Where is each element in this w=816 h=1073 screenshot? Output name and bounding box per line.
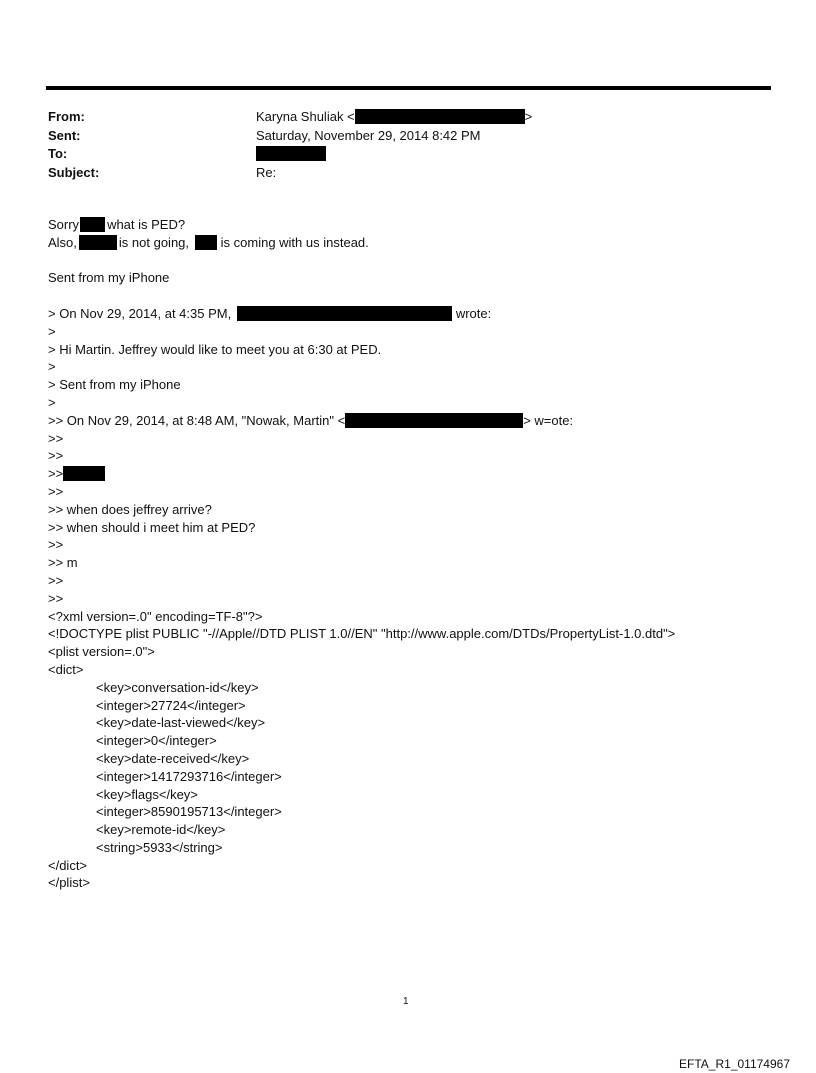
- sent-row: [48, 127, 748, 146]
- redaction-block: [237, 306, 452, 321]
- page-number: 1: [403, 996, 409, 1007]
- from-label: From:: [48, 109, 85, 124]
- document-id: EFTA_R1_01174967: [679, 1057, 790, 1071]
- plist-line: <!DOCTYPE plist PUBLIC "-//Apple//DTD PLIST 1.0//EN" "http://www.apple.com/DTDs/PropertyList-1.0.dtd">: [48, 626, 676, 642]
- sender-name: Karyna Shuliak <: [256, 109, 355, 124]
- text-segment: is not going,: [118, 234, 190, 250]
- plist-entry: <integer>1417293716</integer>: [96, 768, 282, 784]
- message-line: [48, 234, 675, 252]
- plist-entry: <integer>0</integer>: [96, 733, 217, 749]
- spacer: [48, 252, 675, 270]
- quoted-line: >>: [48, 572, 64, 588]
- message-line: [48, 216, 675, 234]
- redaction-block: [355, 109, 525, 124]
- from-value-end: >: [524, 109, 533, 124]
- quoted-line: >>: [48, 537, 64, 553]
- subject-row: [48, 164, 748, 183]
- plist-entry: <key>conversation-id</key>: [96, 679, 259, 695]
- quoted-line: >>: [48, 483, 64, 499]
- plist-entry: <key>remote-id</key>: [96, 822, 226, 838]
- plist-line: </dict>: [48, 857, 88, 873]
- plist-entry: <key>date-received</key>: [96, 750, 250, 766]
- text-segment: >>: [48, 466, 64, 482]
- quoted-line: >: [48, 323, 56, 339]
- quoted-line: [48, 412, 675, 430]
- plist-entry: <key>date-last-viewed</key>: [96, 715, 266, 731]
- quoted-line: > Hi Martin. Jeffrey would like to meet you at 6:30 at PED.: [48, 341, 382, 357]
- email-header: [48, 108, 748, 182]
- from-row: [48, 108, 748, 127]
- signature-line: Sent from my iPhone: [48, 270, 170, 286]
- text-segment: is coming with us instead.: [220, 234, 369, 250]
- quoted-line: >> when should i meet him at PED?: [48, 519, 256, 535]
- text-segment: > On Nov 29, 2014, at 4:35 PM,: [48, 305, 232, 321]
- plist-entry: <integer>8590195713</integer>: [96, 804, 282, 820]
- text-segment: Also,: [48, 234, 77, 250]
- text-segment: >> On Nov 29, 2014, at 8:48 AM, "Nowak, Martin" <: [48, 412, 346, 428]
- redaction-block: [345, 413, 523, 428]
- redaction-block: [79, 235, 117, 250]
- text-segment: > w=ote:: [523, 412, 574, 428]
- plist-entry: <key>flags</key>: [96, 786, 198, 802]
- plist-entry: <string>5933</string>: [96, 839, 223, 855]
- header-rule: [46, 86, 771, 90]
- redaction-block: [195, 235, 217, 250]
- quoted-line: >> when does jeffrey arrive?: [48, 501, 212, 517]
- quoted-line: [48, 465, 675, 483]
- plist-line: <?xml version=.0" encoding=TF-8"?>: [48, 608, 263, 624]
- sent-label: Sent:: [48, 127, 81, 143]
- subject-value: Re:: [256, 164, 277, 180]
- from-value: [256, 108, 532, 127]
- plist-line: <dict>: [48, 661, 84, 677]
- sent-value: Saturday, November 29, 2014 8:42 PM: [256, 127, 481, 143]
- quoted-line: >>: [48, 430, 64, 446]
- quoted-line: >> m: [48, 555, 78, 571]
- redaction-block: [80, 217, 105, 232]
- quoted-line: [48, 305, 675, 323]
- to-label: To:: [48, 146, 68, 161]
- to-row: [48, 145, 748, 164]
- text-segment: what is PED?: [107, 217, 186, 232]
- quoted-line: >: [48, 394, 56, 410]
- plist-line: <plist version=.0">: [48, 644, 155, 660]
- to-value: [256, 145, 326, 164]
- quoted-line: >: [48, 359, 56, 375]
- quoted-line: > Sent from my iPhone: [48, 377, 181, 393]
- text-segment: wrote:: [455, 305, 492, 321]
- text-segment: Sorry: [48, 217, 80, 232]
- quoted-line: >>: [48, 448, 64, 464]
- email-body: [48, 216, 675, 892]
- spacer: [48, 287, 675, 305]
- redaction-block: [256, 146, 326, 161]
- redaction-block: [63, 466, 105, 481]
- plist-entry: <integer>27724</integer>: [96, 697, 246, 713]
- quoted-line: >>: [48, 590, 64, 606]
- subject-label: Subject:: [48, 164, 100, 180]
- plist-line: </plist>: [48, 875, 90, 891]
